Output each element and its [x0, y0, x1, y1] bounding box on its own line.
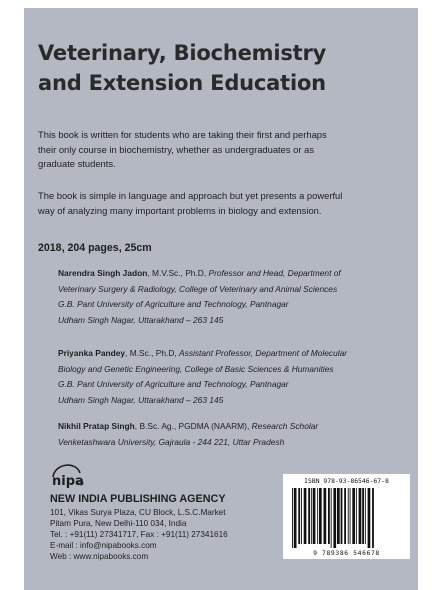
barcode-bar: [328, 488, 330, 544]
publisher-web: Web : www.nipabooks.com: [50, 551, 149, 561]
barcode-bar: [337, 488, 340, 544]
barcode-bar: [313, 488, 316, 544]
author-block-3: [58, 419, 398, 450]
barcode-bar: [333, 488, 336, 548]
publisher-name: NEW INDIA PUBLISHING AGENCY: [50, 493, 226, 505]
author-1-line-4: Udham Singh Nagar, Uttarakhand – 263 145: [58, 314, 224, 325]
blurb-paragraph-1: [38, 128, 394, 172]
publication-details: 2018, 204 pages, 25cm: [38, 242, 152, 254]
author-2-line-4: Udham Singh Nagar, Uttarakhand – 263 145: [58, 394, 224, 405]
author-block-2: [58, 346, 398, 408]
author-position: Research Scholar: [251, 421, 319, 431]
author-2-line-2: Biology and Genetic Engineering, College of Basic Sciences & Humanities: [58, 363, 334, 374]
barcode-bar: [319, 488, 322, 544]
barcode-bar: [311, 488, 312, 544]
author-3-line-2: Venketashwara University, Gajraula - 244 221, Uttar Pradesh: [58, 436, 285, 447]
author-2-line-3: G.B. Pant University of Agriculture and Technology, Pantnagar: [58, 379, 289, 390]
publisher-address-2: Pitam Pura, New Delhi-110 034, India: [50, 518, 187, 528]
barcode-bar: [341, 488, 343, 544]
author-1-line-3: G.B. Pant University of Agriculture and Technology, Pantnagar: [58, 299, 289, 310]
barcode-bar: [294, 488, 297, 548]
author-position: Assistant Professor, Department of Molecular: [179, 348, 348, 358]
barcode-bar: [317, 488, 318, 544]
publisher-contact: [50, 508, 270, 563]
barcode-bar: [372, 488, 374, 548]
publisher-logo: [50, 459, 84, 489]
barcode-bar: [331, 488, 332, 548]
author-1-line-1: [58, 266, 398, 282]
publisher-email: E-mail : info@nipabooks.com: [50, 540, 157, 550]
barcode-bar: [362, 488, 364, 544]
barcode-number: 9 789386 546678: [313, 549, 380, 557]
blurb-paragraph-2: [38, 189, 394, 218]
blurb-2-line-1: The book is simple in language and approach but yet presents a powerful: [38, 190, 343, 201]
logo-wordmark: nipa: [52, 474, 84, 489]
author-degrees: , M.V.Sc., Ph.D,: [147, 268, 207, 278]
barcode-bar: [348, 488, 349, 544]
title-line-1: Veterinary, Biochemistry: [38, 41, 327, 65]
barcode-bar: [365, 488, 366, 544]
book-title: [38, 38, 408, 98]
barcode-bar: [352, 488, 355, 544]
publisher-phone: Tel. : +91(11) 27341717, Fax : +91(11) 27341616: [50, 529, 228, 539]
barcode-bar: [298, 488, 300, 544]
barcode-bar: [368, 488, 371, 548]
barcode-bar: [292, 488, 293, 548]
blurb-1-line-1: This book is written for students who are taking their first and perhaps: [38, 129, 327, 140]
barcode-bars: [291, 488, 402, 548]
isbn-label: ISBN 978-93-86546-67-8: [304, 477, 389, 485]
author-name: Nikhil Pratap Singh: [58, 421, 135, 431]
author-3-line-1: [58, 419, 398, 435]
publisher-address-1: 101, Vikas Surya Plaza, CU Block, L.S.C.Market: [50, 508, 226, 517]
barcode-bar: [344, 488, 346, 544]
barcode-bar: [301, 488, 302, 544]
barcode-bar: [356, 488, 357, 544]
author-1-line-2: Veterinary Surgery & Radiology, College of Veterinary and Animal Sciences: [58, 283, 338, 294]
barcode-bar: [324, 488, 327, 544]
title-line-2: and Extension Education: [38, 71, 326, 95]
author-degrees: , B.Sc. Ag., PGDMA (NAARM),: [134, 421, 250, 431]
blurb-1-line-3: graduate students.: [38, 158, 116, 170]
barcode-bar: [359, 488, 362, 544]
author-block-1: [58, 266, 398, 328]
author-degrees: , M.Sc., Ph.D,: [125, 348, 177, 358]
barcode-bar: [304, 488, 307, 544]
blurb-2-line-2: way of analyzing many important problems in biology and extension.: [38, 204, 322, 216]
blurb-1-line-2: their only course in biochemistry, whether as undergraduates or as: [38, 143, 315, 155]
isbn-barcode: [283, 474, 410, 559]
author-name: Priyanka Pandey: [58, 348, 126, 358]
author-name: Narendra Singh Jadon: [58, 268, 148, 278]
barcode-bar: [350, 488, 351, 544]
barcode-bar: [308, 488, 310, 544]
author-position: Professor and Head, Department of: [208, 268, 341, 278]
author-2-line-1: [58, 346, 398, 362]
